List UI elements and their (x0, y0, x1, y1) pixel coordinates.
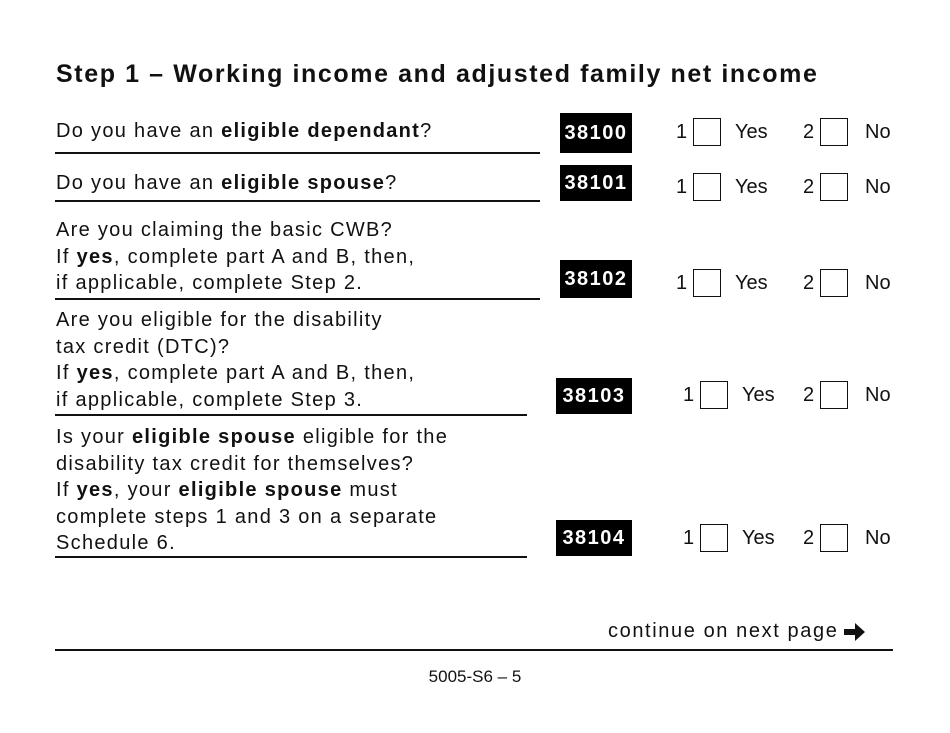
question-line (56, 307, 415, 334)
text: if applicable, complete Step 2. (56, 272, 364, 294)
divider (55, 649, 893, 651)
text: Are you eligible for the disability (56, 309, 383, 331)
text: Is your (56, 426, 132, 448)
question-text (56, 307, 415, 413)
no-checkbox[interactable] (820, 118, 848, 146)
option-label: Yes (735, 271, 768, 294)
option-number: 2 (803, 383, 815, 406)
text: If (56, 479, 77, 501)
yes-checkbox[interactable] (700, 524, 728, 552)
question-line (56, 217, 415, 244)
yes-checkbox[interactable] (693, 173, 721, 201)
option-label: Yes (735, 175, 768, 198)
text: Do you have an (56, 120, 222, 142)
text: tax credit (DTC)? (56, 335, 231, 358)
line-code: 38104 (556, 520, 632, 556)
question-line (56, 270, 415, 297)
continue-text: continue on next page (608, 620, 839, 642)
question-line (56, 387, 415, 414)
question-line (56, 424, 448, 451)
text: Schedule 6. (56, 532, 176, 554)
answer-line (55, 200, 540, 202)
bold-text: yes (76, 245, 114, 268)
text: If (56, 362, 77, 384)
option-number: 1 (676, 175, 688, 198)
option-no (803, 267, 891, 299)
answer-line (55, 414, 527, 416)
question-line (56, 504, 448, 531)
text: , complete part A and B, then, (113, 245, 416, 268)
line-code: 38102 (560, 260, 632, 298)
option-yes (683, 522, 775, 554)
option-yes (683, 379, 775, 411)
text: Are you claiming the basic CWB? (56, 219, 394, 241)
bold-text: eligible spouse (131, 426, 296, 448)
option-number: 1 (676, 271, 688, 294)
option-label: Yes (735, 120, 768, 143)
question-line (56, 451, 448, 478)
yes-checkbox[interactable] (700, 381, 728, 409)
text: ? (420, 120, 433, 142)
option-number: 2 (803, 271, 815, 294)
question-text (56, 170, 398, 197)
text: ? (385, 172, 398, 194)
bold-text: eligible spouse (221, 172, 386, 194)
no-checkbox[interactable] (820, 269, 848, 297)
question-line (56, 118, 433, 145)
option-number: 1 (676, 120, 688, 143)
question-line (56, 170, 398, 197)
option-label: No (865, 271, 891, 294)
bold-text: yes (76, 479, 114, 501)
option-label: Yes (742, 383, 775, 406)
no-checkbox[interactable] (820, 173, 848, 201)
option-number: 2 (803, 526, 815, 549)
question-line (56, 477, 448, 504)
question-line (56, 244, 415, 271)
bold-text: eligible dependant (221, 120, 421, 142)
no-checkbox[interactable] (820, 524, 848, 552)
option-no (803, 171, 891, 203)
question-line (56, 530, 448, 557)
line-code: 38103 (556, 378, 632, 414)
option-label: No (865, 383, 891, 406)
option-no (803, 379, 891, 411)
yes-checkbox[interactable] (693, 118, 721, 146)
option-yes (676, 116, 768, 148)
option-number: 2 (803, 120, 815, 143)
question-line (56, 334, 415, 361)
arrow-right-icon (842, 621, 866, 643)
answer-line (55, 298, 540, 300)
option-number: 2 (803, 175, 815, 198)
line-code: 38101 (560, 165, 632, 201)
bold-text: eligible spouse (178, 479, 343, 501)
line-code: 38100 (560, 113, 632, 153)
answer-line (55, 152, 540, 154)
option-label: No (865, 175, 891, 198)
no-checkbox[interactable] (820, 381, 848, 409)
text: disability tax credit for themselves? (56, 452, 415, 475)
text: If (56, 245, 77, 268)
question-text (56, 424, 448, 557)
option-no (803, 116, 891, 148)
page-footer: 5005-S6 – 5 (428, 667, 522, 686)
continue-note (608, 620, 866, 643)
option-label: No (865, 526, 891, 549)
option-number: 1 (683, 383, 695, 406)
question-line (56, 360, 415, 387)
option-yes (676, 267, 768, 299)
question-text (56, 118, 433, 145)
text: , complete part A and B, then, (113, 362, 416, 384)
text: if applicable, complete Step 3. (56, 388, 364, 411)
question-text (56, 217, 415, 297)
yes-checkbox[interactable] (693, 269, 721, 297)
option-label: Yes (742, 526, 775, 549)
text: Do you have an (56, 172, 222, 194)
text: eligible for the (295, 426, 449, 448)
option-label: No (865, 120, 891, 143)
option-number: 1 (683, 526, 695, 549)
option-no (803, 522, 891, 554)
answer-line (55, 556, 527, 558)
text: complete steps 1 and 3 on a separate (56, 505, 438, 528)
option-yes (676, 171, 768, 203)
section-title: Step 1 – Working income and adjusted family net income (56, 60, 819, 88)
text: must (342, 479, 398, 501)
bold-text: yes (76, 362, 114, 384)
text: , your (113, 479, 179, 501)
